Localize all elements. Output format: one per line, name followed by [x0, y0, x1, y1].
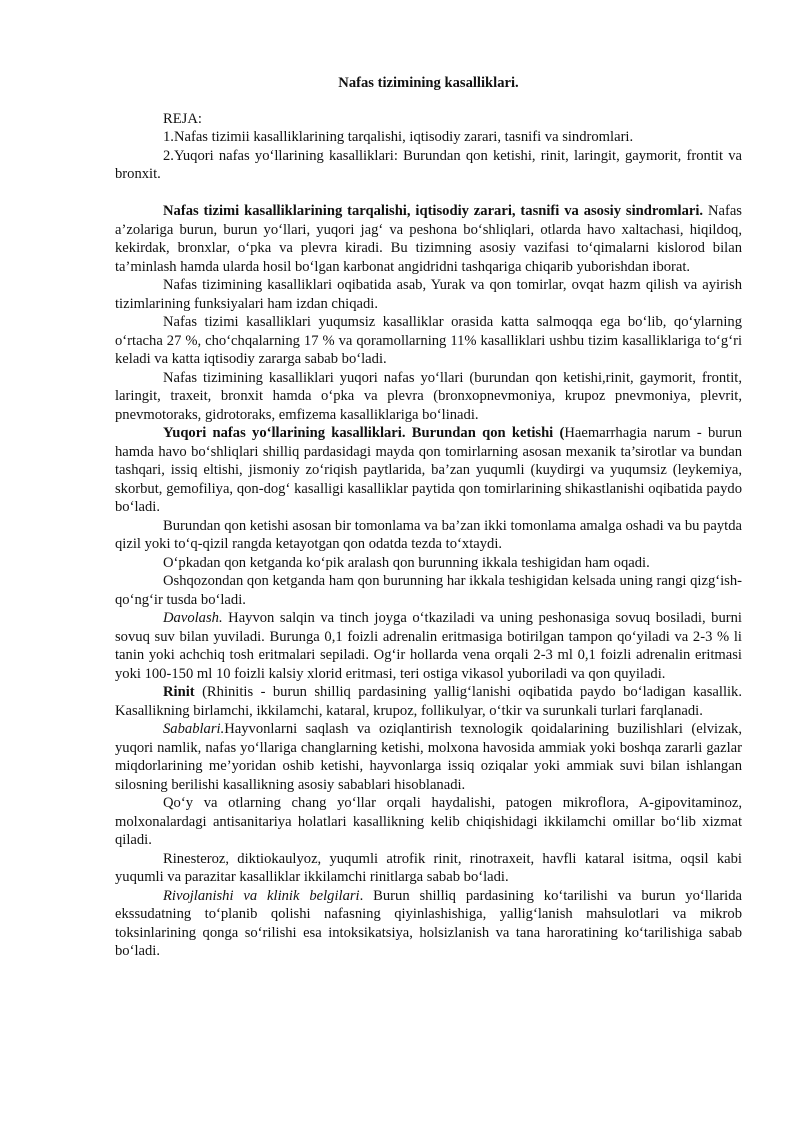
- paragraph-13: Rinesteroz, diktiokaulyoz, yuqumli atrofik rinit, rinotraxeit, havfli kataral isitma, oqsil kabi yuqumli va parazitar kasalliklar ikkilamchi rinitlarga sabab bo‘ladi.: [115, 850, 742, 885]
- section-paragraph-2: [115, 424, 742, 517]
- causes-heading: Sabablari.: [163, 721, 225, 737]
- paragraph-7: O‘pkadan qon ketganda ko‘pik aralash qon burunning ikkala teshigidan ham oqadi.: [163, 554, 650, 571]
- rhinitis-paragraph: [115, 683, 742, 720]
- document-page: [115, 74, 742, 961]
- section-text-1: Nafas a’zolariga burun, burun yo‘llari, yuqori jag‘ va peshona bo‘shliqlari, otlarda havo xaltachasi, hiqildoq, kekirdak, bronxlar, o‘pka va plevra kiradi. Bu tizimning asosiy vazifasi to‘qimalarni kislorod bilan ta’minlash hamda ularda hosil bo‘lgan karbonat angidridni tashqariga chiqarib yuborishdan iborat.: [115, 203, 742, 275]
- paragraph-6: Burundan qon ketishi asosan bir tomonlama va ba’zan ikki tomonlama amalga oshadi va bu paytda qizil yoki to‘q-qizil rangda ketayotgan qon odatda tezda to‘xtaydi.: [115, 517, 742, 552]
- section-paragraph-1: [115, 202, 742, 276]
- section-text-2: Haemarrhagia narum - burun hamda havo bo‘shliqlari shilliq pardasidagi mayda qon tomirlarning asosan mexanik ta’sirotlar va bundan tashqari, issiq eltishi, jismoniy zo‘riqish paytlarida, ba’zan yuqumli (kuydirgi va yuqumsiz (leykemiya, skorbut, gemofiliya, qon-dog‘ kasalligi kasalliklar paytida qon tomirlarining shikastlanishi oqibatida paydo bo‘ladi.: [115, 425, 742, 515]
- paragraph-8: Oshqozondan qon ketganda ham qon burunning har ikkala teshigidan kelsada uning rangi qizg‘ish-qo‘ng‘ir tusda bo‘ladi.: [115, 573, 742, 608]
- rhinitis-heading: Rinit: [163, 684, 195, 700]
- paragraph-12: Qo‘y va otlarning chang yo‘llar orqali haydalishi, patogen mikroflora, A-gipovitaminoz, molxonalardagi antisanitariya holatlari kasallikning kelib chiqishidagi ikkilamchi omillar bo‘lib xizmat qiladi.: [115, 795, 742, 848]
- page-title: Nafas tizimining kasalliklari.: [338, 75, 519, 91]
- spacer: [115, 184, 742, 203]
- section-heading-1: Nafas tizimi kasalliklarining tarqalishi, iqtisodiy zarari, tasnifi va asosiy sindromlari.: [163, 203, 704, 219]
- section-heading-2: Yuqori nafas yo‘llarining kasalliklari. Burundan qon ketishi (: [163, 425, 565, 441]
- paragraph-4: Nafas tizimining kasalliklari yuqori nafas yo‘llari (burundan qon ketishi,rinit, gaymorit, frontit, laringit, traxeit, bronxit hamda o‘pka va plevra (bronxopnevmoniya, krupoz pnevmoniya, plevrit, pnevmotoraks, gidrotoraks, emfizema kasalliklariga bo‘linadi.: [115, 369, 742, 423]
- paragraph-3: Nafas tizimi kasalliklari yuqumsiz kasalliklar orasida katta salmoqqa ega bo‘lib, qo‘ylarning o‘rtacha 27 %, cho‘chqalarning 17 % va qoramollarning 11% kasalliklari ushbu tizim kasalliklariga to‘g‘ri keladi va katta iqtisodiy zararga sabab bo‘ladi.: [115, 314, 742, 367]
- rhinitis-text: (Rhinitis - burun shilliq pardasining yallig‘lanishi oqibatida paydo bo‘ladigan kasallik. Kasallikning birlamchi, ikkilamchi, kataral, krupoz, follikulyar, o‘tkir va surunkali turlari farqlanadi.: [115, 684, 742, 719]
- development-paragraph: [115, 887, 742, 961]
- development-text: . Burun shilliq pardasining ko‘tarilishi va burun yo‘llarida ekssudatning to‘planib qolishi nafasning qiyinlashishiga, yallig‘lanish mahsulotlari va mikrob toksinlarining qonga so‘rilishi esa intoksikatsiya, holsizlanish va tana haroratining ko‘tarilishiga sabab bo‘ladi.: [115, 887, 743, 959]
- causes-paragraph: [115, 720, 742, 794]
- plan-heading: REJA:: [163, 110, 202, 127]
- treatment-paragraph: [115, 609, 742, 683]
- development-heading: Rivojlanishi va klinik belgilari: [163, 887, 360, 904]
- plan-item-1: 1.Nafas tizimii kasalliklarining tarqalishi, iqtisodiy zarari, tasnifi va sindromlari.: [163, 129, 634, 145]
- causes-text: Hayvonlarni saqlash va oziqlantirish texnologik qoidalarining buzilishlari (elvizak, yuqori namlik, nafas yo‘llariga changlarning ketishi, molxona havosida ammiak yoki boshqa zararli gazlar miqdorlarining me’yoridan oshib ketishi, hayvonlarga issiq oziqalar yoki ammiak suvi bilan ishlangan silosning berilishi kasallikning asosiy sabablari hisoblanadi.: [115, 721, 742, 793]
- treatment-heading: Davolash.: [163, 610, 223, 626]
- treatment-text: Hayvon salqin va tinch joyga o‘tkaziladi va uning peshonasiga sovuq bosiladi, burni sovuq suv bilan yuviladi. Burunga 0,1 foizli adrenalin eritmasiga botirilgan tampon qo‘yiladi va 2-3 % li tanin yoki achchiq tosh eritmalari sepiladi. Og‘ir hollarda vena orqali 2-3 ml 0,1 foizli adrenalin eritmasi yoki 100-150 ml 10 foizli kalsiy xlorid eritmasi, teri ostiga vikasol yuboriladi va qon quyiladi.: [115, 610, 742, 682]
- plan-item-2: 2.Yuqori nafas yo‘llarining kasalliklari: Burundan qon ketishi, rinit, laringit, gaymorit, frontit va bronxit.: [115, 147, 742, 182]
- paragraph-2: Nafas tizimining kasalliklari oqibatida asab, Yurak va qon tomirlar, ovqat hazm qilish va ayirish tizimlarining funksiyalari ham izdan chiqadi.: [115, 277, 742, 312]
